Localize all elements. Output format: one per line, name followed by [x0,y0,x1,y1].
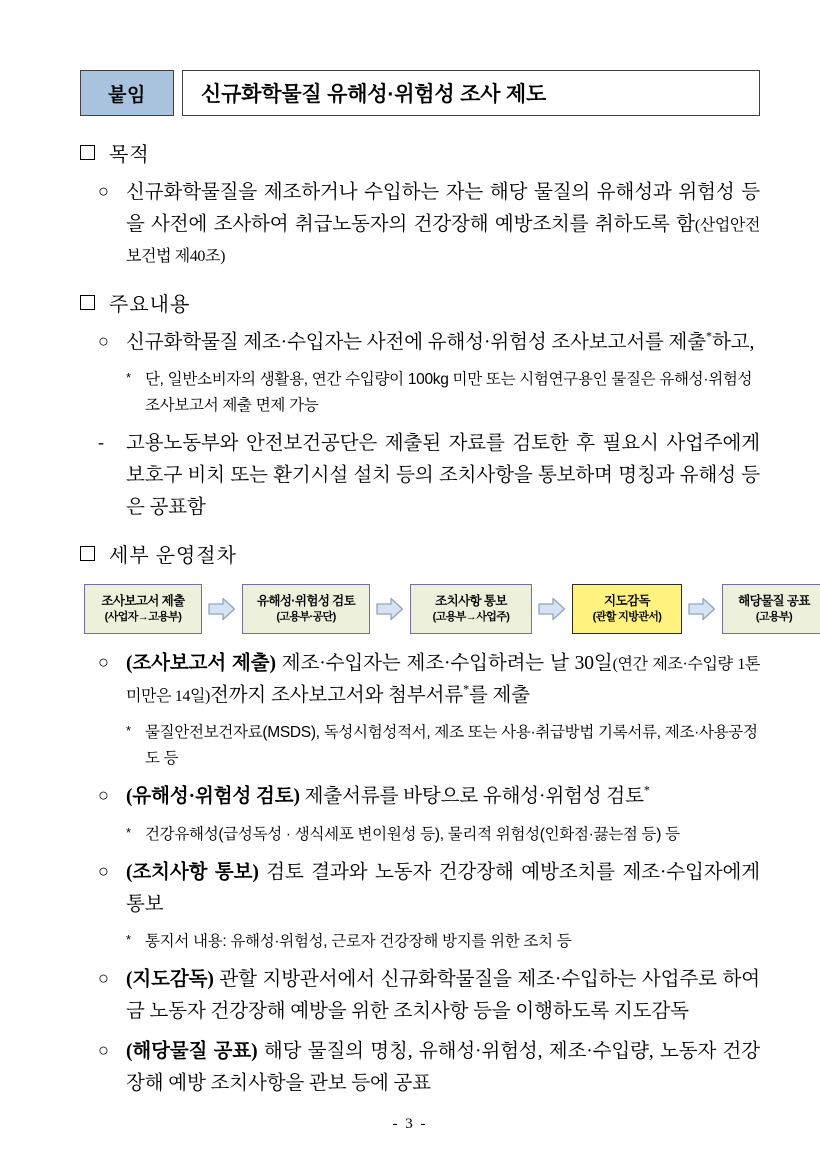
circle-bullet-icon: ○ [98,785,109,806]
asterisk-bullet-icon: * [126,932,132,948]
flow-step-actor: (사업자→고용부) [104,610,182,623]
main-content-note-1-text: 단, 일반소비자의 생활용, 연간 수입량이 100kg 미만 또는 시험연구용인 물질은 유해성·위험성 조사보고서 제출 면제 가능 [145,371,753,415]
procedure-step-bullet [98,781,760,813]
asterisk-bullet-icon: * [126,723,132,739]
procedure-step-text [126,648,760,711]
procedure-steps-detail [80,648,760,1099]
procedure-step-text [126,781,760,813]
procedure-step-note-text: 통지서 내용: 유해성·위험성, 근로자 건강장해 방지를 위한 조치 등 [145,933,572,951]
right-arrow-icon [687,594,717,624]
circle-bullet-icon: ○ [98,181,109,201]
procedure-step-text-parenthetical: (연간 제조·수입량 1톤 미만은 14일) [126,656,760,705]
flow-step-box [242,584,370,634]
flow-step-actor: (관할 지방관서) [592,610,662,623]
flow-step-title: 조치사항 통보 [435,594,507,609]
circle-bullet-icon: ○ [98,652,109,673]
purpose-text-reference: (산업안전보건법 제40조) [126,216,760,266]
procedure-step-text-a: 제조·수입자는 제조·수입하려는 날 30일 [275,653,613,675]
asterisk-marker: * [643,783,650,798]
section-heading-purpose [80,138,760,167]
procedure-step-text-a: 제출서류를 바탕으로 유해성·위험성 검토 [299,786,644,808]
procedure-step-bullet [98,1036,760,1099]
document-header [80,70,760,116]
procedure-step-note [126,822,760,848]
flow-step-actor: (고용부·공단) [276,610,336,623]
square-bullet-icon [80,295,95,310]
flow-step-box [722,584,820,634]
circle-bullet-icon: ○ [98,860,109,881]
right-arrow-icon [207,594,237,624]
main-content-item-2 [98,428,760,523]
circle-bullet-icon: ○ [98,968,109,989]
square-bullet-icon [80,145,95,160]
section-heading-label: 세부 운영절차 [109,545,237,568]
procedure-step-bullet [98,648,760,711]
procedure-step-bullet [98,964,760,1027]
procedure-step-note [126,720,760,772]
procedure-step-bullet [98,857,760,920]
main-content-item-1-text [126,327,760,359]
flow-step-title: 조사보고서 제출 [101,594,185,609]
procedure-step-label: (유해성·위험성 검토) [126,786,300,808]
right-arrow-icon [537,594,567,624]
asterisk-bullet-icon: * [126,370,132,386]
procedure-step-text [126,964,760,1027]
procedure-step-note [126,929,760,955]
circle-bullet-icon: ○ [98,330,109,351]
procedure-step-text-a: 관할 지방관서에서 신규화학물질을 제조·수입하는 사업주로 하여금 노동자 건강장해 예방을 위한 조치사항 등을 이행하도록 지도감독 [126,969,760,1022]
item-1-text-part-a: 신규화학물질 제조·수입자는 사전에 유해성·위험성 조사보고서를 제출 [126,331,707,353]
procedure-step-label: (지도감독) [126,969,214,991]
procedure-step-text-a: 해당 물질의 명칭, 유해성·위험성, 제조·수입량, 노동자 건강장해 예방 조치사항을 관보 등에 공표 [126,1041,760,1094]
purpose-text [126,177,760,272]
section-heading-label: 주요내용 [109,293,191,316]
purpose-text-main: 신규화학물질을 제조하거나 수입하는 자는 해당 물질의 유해성과 위험성 등을 사전에 조사하여 취급노동자의 건강장해 예방조치를 취하도록 함 [126,182,760,235]
flow-step-box [572,584,682,634]
asterisk-marker: * [463,682,470,697]
asterisk-marker: * [706,329,712,344]
main-content-item-2-text: 고용노동부와 안전보건공단은 제출된 자료를 검토한 후 필요시 사업주에게 보호구 비치 또는 환기시설 설치 등의 조치사항을 통보하며 명칭과 유해성 등은 공표함 [126,433,760,518]
circle-bullet-icon: ○ [98,1040,109,1061]
flow-step-title: 유해성·위험성 검토 [256,594,356,609]
procedure-step-note-text: 건강유해성(급성독성 · 생식세포 변이원성 등), 물리적 위험성(인화점·끓는점 등) 등 [145,825,680,843]
flow-step-actor: (고용부→사업주) [432,610,510,623]
flow-step-actor: (고용부) [755,610,793,623]
section-heading-procedure [80,539,760,568]
item-1-text-part-b: 하고, [712,331,755,353]
page-title: 신규화학물질 유해성·위험성 조사 제도 [182,70,760,116]
procedure-step-text-c: 를 제출 [469,684,531,706]
procedure-step-label: (조치사항 통보) [126,861,259,883]
procedure-step-text-a: 검토 결과와 노동자 건강장해 예방조치를 제조·수입자에게 통보 [126,861,760,915]
procedure-step-text [126,1036,760,1099]
procedure-flowchart [84,582,810,636]
main-content-item-1 [98,327,760,359]
procedure-step-text-b: 전까지 조사보고서와 첨부서류 [209,684,464,706]
purpose-bullet [98,177,760,272]
page-number: - 3 - [392,1116,428,1132]
procedure-step-text [126,857,760,920]
procedure-step-note-text: 물질안전보건자료(MSDS), 독성시험성적서, 제조 또는 사용·취급방법 기록서류, 제조·사용공정도 등 [145,724,758,768]
flow-step-title: 지도감독 [604,594,650,609]
flow-step-box [410,584,532,634]
main-content-note-1 [126,367,760,419]
dash-bullet-icon: - [98,432,104,453]
section-heading-label: 목적 [109,144,150,166]
right-arrow-icon [375,594,405,624]
section-heading-main-content [80,288,760,317]
attachment-tag: 붙임 [80,70,174,116]
flow-step-box [84,584,202,634]
square-bullet-icon [80,546,95,561]
flow-step-title: 해당물질 공표 [738,594,810,609]
procedure-step-label: (조사보고서 제출) [126,653,276,675]
procedure-step-label: (해당물질 공표) [126,1041,258,1063]
asterisk-bullet-icon: * [126,824,132,840]
